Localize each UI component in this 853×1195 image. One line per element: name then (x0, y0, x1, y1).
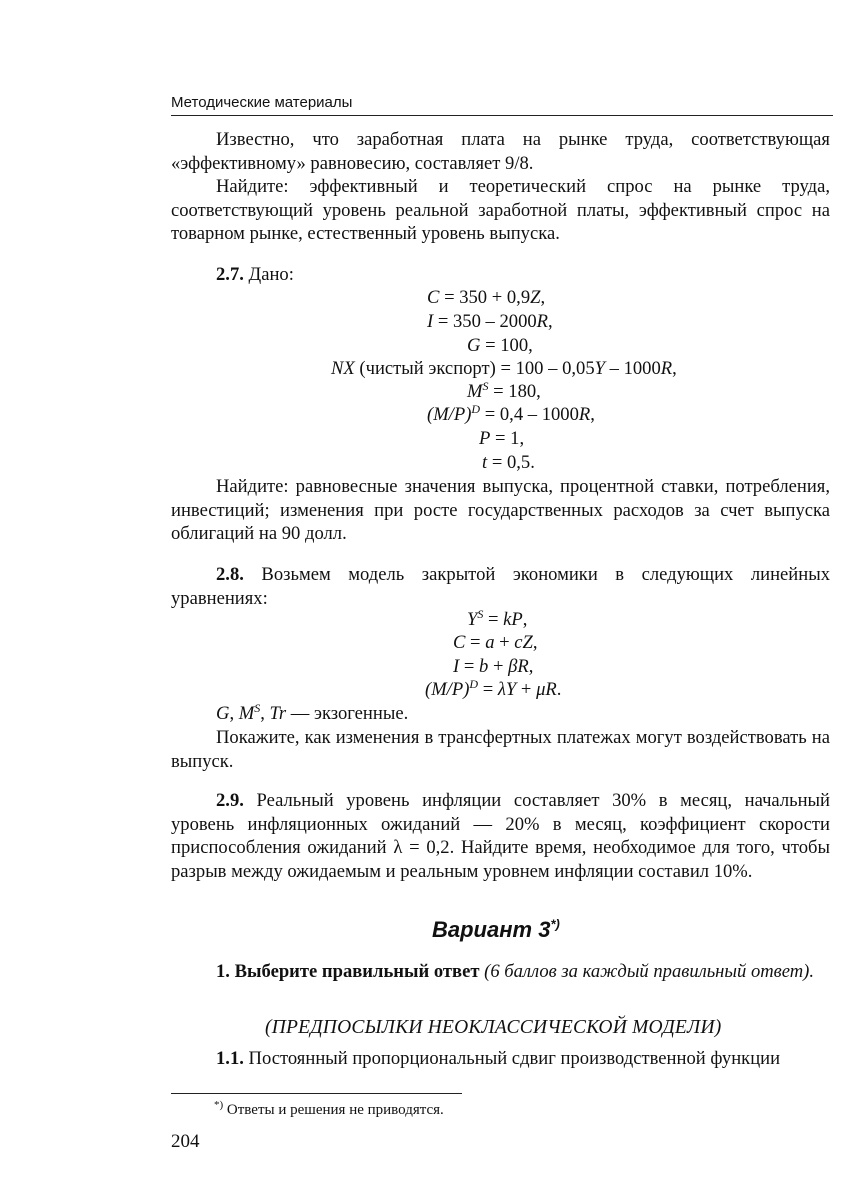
question-number: 1.1. (216, 1048, 244, 1069)
equation-consumption: C = 350 + 0,9Z, (427, 287, 546, 308)
paragraph-intro-1: Известно, что заработная плата на рынке труда, соответствующая «эффективному» равновесию, составляет 9/8. (171, 129, 830, 174)
problem-number: 2.9. (216, 790, 244, 811)
problem-2-8-task: Покажите, как изменения в трансфертных платежах могут воздействовать на выпуск. (171, 727, 830, 772)
problem-2-7-task: Найдите: равновесные значения выпуска, процентной ставки, потребления, инвестиций; изменения при росте государственных расходов за счет выпуска облигаций на 90 долл. (171, 476, 830, 544)
equation-government: G = 100, (467, 335, 533, 356)
equation-money-supply: $M^S = 180$, (467, 378, 541, 402)
task-1-instruction: 1. Выберите правильный ответ (6 баллов за каждый правильный ответ). (216, 961, 815, 982)
running-head: Методические материалы (171, 94, 353, 111)
footnote-mark: *) (214, 1099, 224, 1111)
exogenous-variables: G, $M^S$, Tr — экзогенные. (216, 700, 409, 724)
problem-2-9: 2.9. Реальный уровень инфляции составляет 30% в месяц, начальный уровень инфляционных ожиданий — 20% в месяц, коэффициент скорости приспособления ожиданий λ = 0,2. Найдите время, необходимое для того, чтобы разрыв между ожидаемым и реальным уровнем инфляции составил 10%. (171, 790, 830, 882)
footnote-rule (171, 1093, 462, 1094)
problem-2-8: 2.8. Возьмем модель закрытой экономики в следующих линейных уравнениях: (171, 564, 830, 609)
footnote: *) Ответы и решения не приводятся. (214, 1099, 444, 1118)
header-rule (171, 115, 833, 116)
variant-footnote-mark: *) (550, 916, 560, 932)
problem-2-7-heading (171, 263, 830, 287)
problem-number: 2.8. (216, 564, 244, 585)
section-title: (ПРЕДПОСЫЛКИ НЕОКЛАССИЧЕСКОЙ МОДЕЛИ) (265, 1017, 722, 1038)
equation-price-level: P = 1, (479, 428, 525, 449)
equation-net-export: NX (чистый экспорт) = 100 – 0,05Y – 1000R, (331, 358, 677, 379)
equation-money-demand: $(M/P)^D = 0,4 - 1000R$, (427, 401, 595, 425)
page-number: 204 (171, 1131, 200, 1152)
problem-lead: Дано: (248, 264, 294, 285)
equation-aggregate-supply: $Y^S$ = kP, (467, 606, 528, 630)
equation-money-demand-linear: $(M/P)^D = \lambda Y + \mu R$. (425, 676, 562, 700)
equation-consumption-linear: C = a + cZ, (453, 632, 538, 653)
equation-investment: I = 350 – 2000R, (427, 311, 553, 332)
equation-investment-linear: I = b + βR, (453, 656, 534, 677)
variant-title: Вариант 3*) (432, 916, 560, 942)
paragraph-intro-2: Найдите: эффективный и теоретический спрос на рынке труда, соответствующий уровень реальной заработной платы, эффективный спрос на товарном рынке, естественный уровень выпуска. (171, 176, 830, 244)
equation-tax-rate: t = 0,5. (482, 452, 535, 473)
question-1-1: 1.1. Постоянный пропорциональный сдвиг производственной функции (216, 1048, 781, 1069)
problem-number: 2.7. (216, 264, 244, 285)
